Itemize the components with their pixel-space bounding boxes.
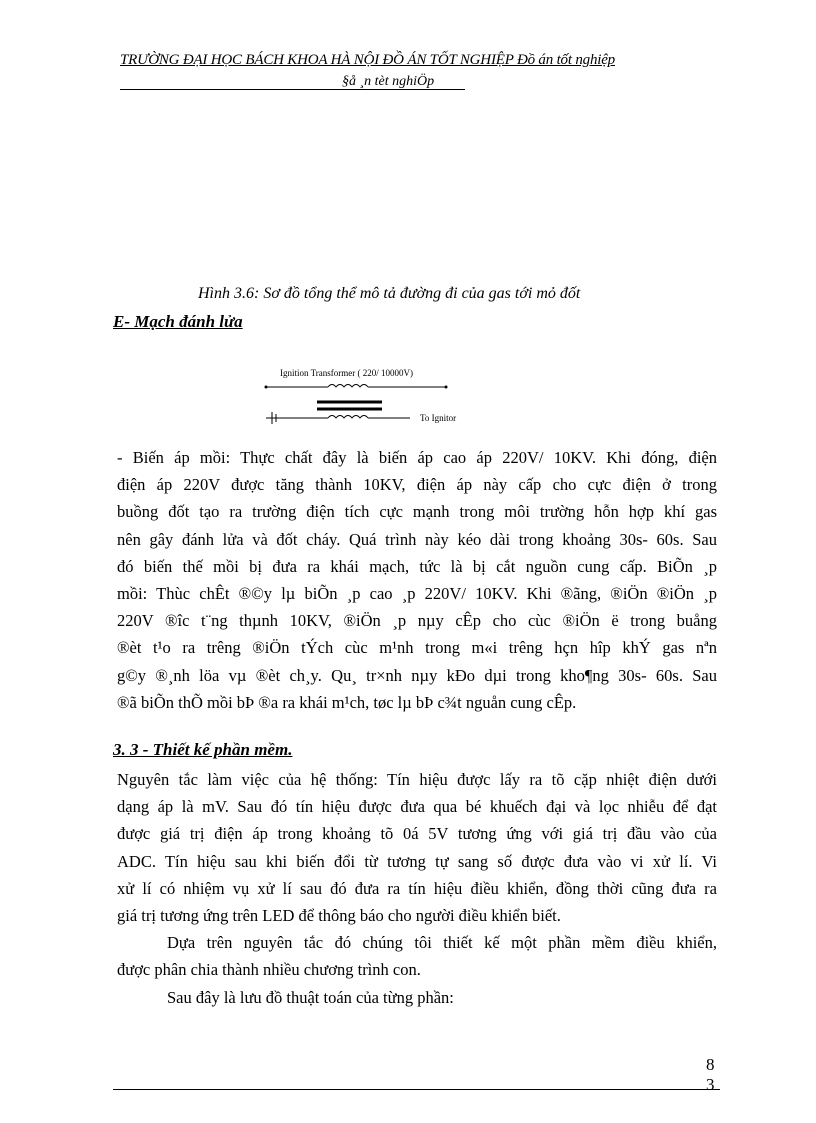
page-number-digit-2: 3: [706, 1075, 715, 1094]
paragraph-line: - Biến áp mồi: Thực chất đây là biến áp cao áp 220V/ 10KV. Khi đóng, điện: [117, 448, 717, 467]
paragraph-line: dạng áp là mV. Sau đó tín hiệu được đưa qua bé khuếch đại và lọc nhiễu để đạt: [117, 797, 717, 817]
paragraph-line: điện áp 220V được tăng thành 10KV, điện áp này cấp cho cực điện ở trong: [117, 475, 717, 495]
paragraph-line: xử lí có nhiệm vụ xử lí sau đó đưa ra tín hiệu điều khiển, đồng thời cũng đưa ra: [117, 878, 717, 898]
terminal-left: [265, 386, 268, 389]
header-subtitle: §å ¸n tèt nghiÖp: [342, 74, 435, 89]
paragraph-line: được giá trị điện áp trong khoảng tõ 0á 5V tương ứng với giá trị đầu vào của: [117, 824, 717, 844]
paragraph-line: 220V ®îc t¨ng thµnh 10KV, ®iÖn ¸p nµy cÊp cho cùc ®iÖn ë trong buång: [117, 611, 717, 631]
paragraph-line: ®èt t¹o ra trêng ®iÖn tÝch cùc m¹nh trong m«i trêng hçn hîp khÝ gas nªn: [117, 638, 717, 658]
ignition-paragraph: [117, 444, 717, 716]
terminal-right: [445, 386, 448, 389]
section-heading-ignition: E- Mạch đánh lửa: [113, 312, 243, 331]
paragraph-line: buồng đốt tạo ra trường điện tích cực mạnh trong môi trường hỗn hợp khí gas: [117, 502, 717, 522]
paragraph-line: được phân chia thành nhiều chương trình con.: [117, 960, 421, 980]
diagram-top-label: Ignition Transformer ( 220/ 10000V): [280, 368, 413, 378]
paragraph-line: ®ã biÕn thÕ mồi bÞ ®a ra khái m¹ch, tøc lµ bÞ c¾t nguån cung cÊp.: [117, 692, 577, 712]
page-number-digit-1: 8: [706, 1055, 715, 1074]
paragraph-line: Sau đây là lưu đồ thuật toán của từng phần:: [167, 987, 454, 1007]
section-heading-software: 3. 3 - Thiết kế phần mềm.: [113, 740, 293, 759]
software-paragraphs: [117, 766, 717, 1011]
paragraph-line: Nguyên tắc làm việc của hệ thống: Tín hiệu được lấy ra tõ cặp nhiệt điện dưới: [117, 770, 717, 789]
paragraph-line: Dựa trên nguyên tắc đó chúng tôi thiết kế một phần mềm điều khiển,: [167, 933, 717, 953]
paragraph-line: ADC. Tín hiệu sau khi biến đổi từ tương tự sang số được đưa vào vi xử lí. Vi: [117, 851, 717, 871]
ignition-transformer-diagram: [262, 362, 482, 432]
paragraph-line: đó biến thế mồi bị đưa ra khái mạch, tức là bị cắt nguồn cung cấp. BiÕn ¸p: [117, 556, 717, 576]
figure-caption: Hình 3.6: Sơ đồ tổng thể mô tả đường đi của gas tới mỏ đốt: [198, 285, 581, 302]
paragraph-line: mồi: Thùc chÊt ®©y lµ biÕn ¸p cao ¸p 220V/ 10KV. Khi ®ãng, ®iÖn ®iÖn ¸p: [117, 584, 717, 604]
primary-coil: [328, 385, 368, 388]
diagram-right-label: To Ignitor: [420, 413, 457, 423]
paragraph-line: giá trị tương ứng trên LED để thông báo cho người điều khiển biết.: [117, 906, 561, 926]
paragraph-line: nên gây đánh lửa và đốt cháy. Quá trình này kéo dài trong khoảng 30s- 60s. Sau: [117, 529, 717, 549]
paragraph-line: g©y ®¸nh löa vµ ®èt ch¸y. Qu¸ tr×nh nµy kÐo dµi trong kho¶ng 30s- 60s. Sau: [117, 665, 717, 685]
header-title: TRƯỜNG ĐẠI HỌC BÁCH KHOA HÀ NỘI ĐỒ ÁN TỐT NGHIỆP Đồ án tốt nghiệp: [120, 52, 615, 68]
header-rule: [120, 89, 465, 90]
footer-rule: [113, 1089, 720, 1090]
secondary-coil: [328, 416, 368, 419]
